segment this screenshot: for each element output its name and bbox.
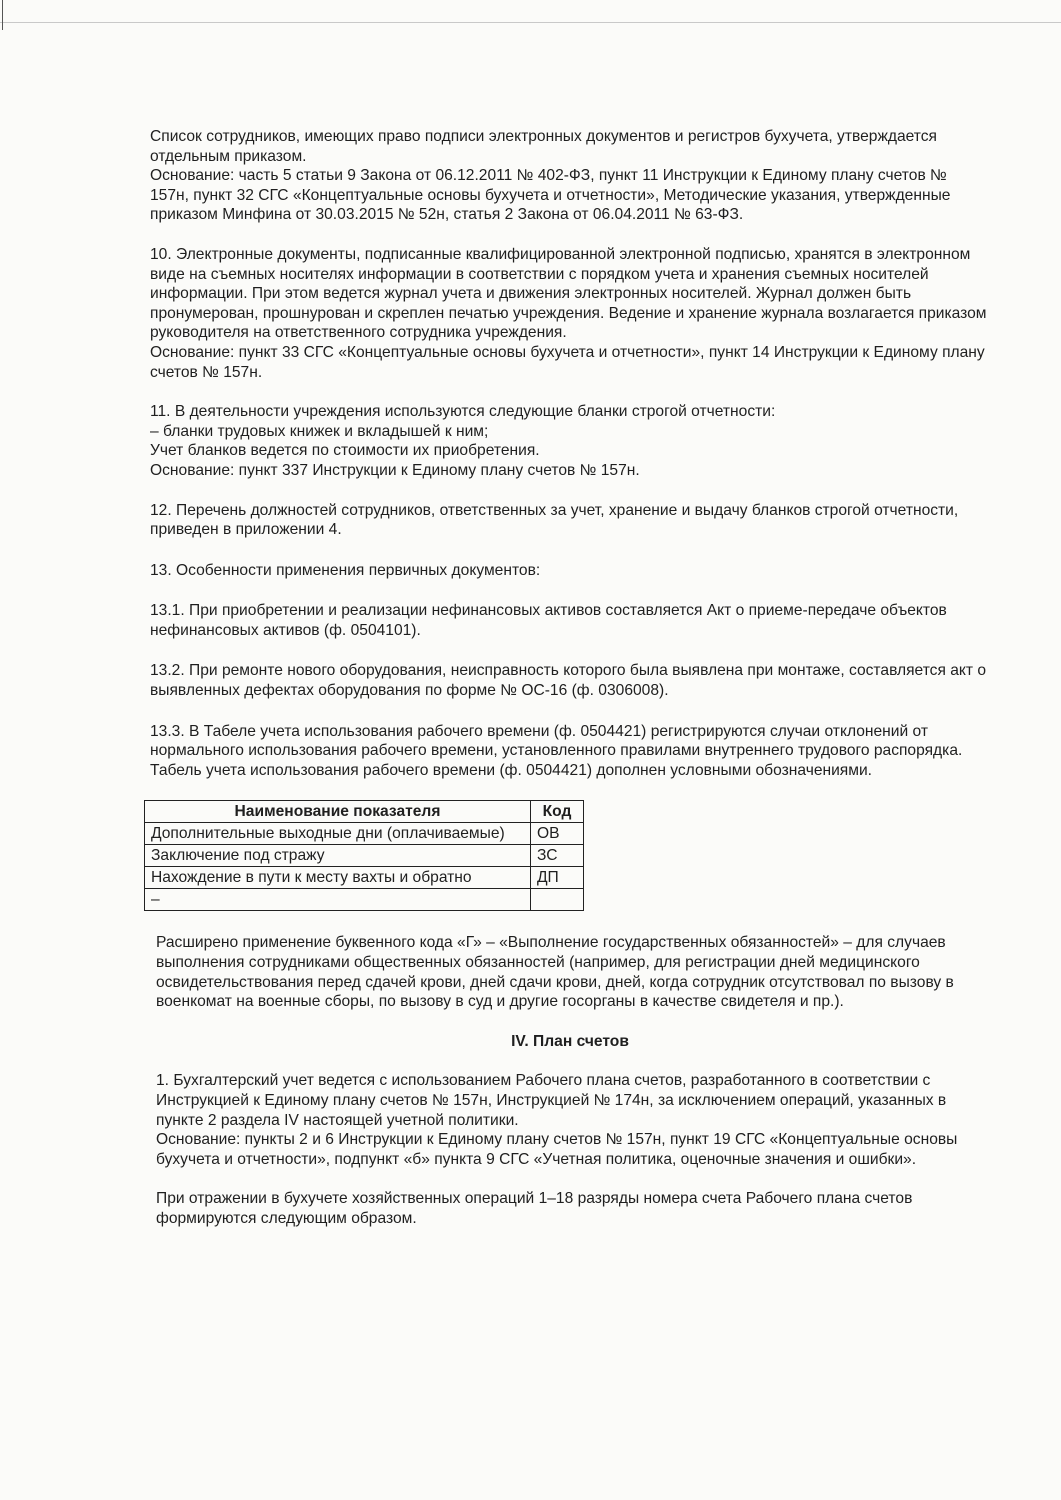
table-row — [145, 845, 584, 867]
item-13-2-text: 13.2. При ремонте нового оборудования, неисправность которого была выявлена при монтаже, составляется акт о выявленных дефектах оборудования по форме № ОС-16 (ф. 0306008). — [150, 662, 987, 700]
item-11-note: Учет бланков ведется по стоимости их приобретения. — [150, 442, 540, 460]
item-13-text: 13. Особенности применения первичных документов: — [150, 561, 541, 579]
item-10-text: 10. Электронные документы, подписанные квалифицированной электронной подписью, хранятся в электронном виде на съемных носителях информации в соответствии с порядком учета и хранения съемных носителей информации. При этом ведется журнал учета и движения электронных носителей. Журнал должен быть пронумерован, прошнурован и скреплен печатью учреждения. Ведение и хранение журнала возлагается приказом руководителя на ответственного сотрудника учреждения. — [150, 245, 987, 342]
item-11-list: – бланки трудовых книжек и вкладышей к ним; — [150, 422, 489, 440]
item-11-basis: Основание: пункт 337 Инструкции к Единому плану счетов № 157н. — [150, 461, 640, 479]
section-title: IV. План счетов — [511, 1032, 629, 1050]
signers-basis: Основание: часть 5 статьи 9 Закона от 06.12.2011 № 402-ФЗ, пункт 11 Инструкции к Единому плану счетов № 157н, пункт 32 СГС «Концептуальные основы бухучета и отчетности», Методические указания, утвержденные приказом Минфина от 30.03.2015 № 52н, статья 2 Закона от 06.04.2011 № 63-ФЗ. — [150, 167, 951, 224]
table-header-row — [145, 801, 584, 823]
table-row — [145, 867, 584, 889]
item-13-3-note: Табель учета использования рабочего времени (ф. 0504421) дополнен условными обозначениями. — [150, 761, 873, 779]
table-row — [145, 889, 584, 911]
letter-code-g-paragraph: Расширено применение буквенного кода «Г» – «Выполнение государственных обязанностей» – для случаев выполнения сотрудниками общественных обязанностей (например, для регистрации дней медицинского освидетельствования перед сдачей крови, дней сдачи крови, дней, когда сотрудник отсутствовал по вызову в военкомат на военные сборы, по вызову в суд и другие госорганы в качестве свидетеля и пр.). — [156, 934, 954, 1011]
item-10-basis: Основание: пункт 33 СГС «Концептуальные основы бухучета и отчетности», пункт 14 Инструкции к Единому плану счетов № 157н. — [150, 343, 985, 381]
item-13-3-text: 13.3. В Табеле учета использования рабочего времени (ф. 0504421) регистрируются случаи отклонений от нормального использования рабочего времени, установленного правилами внутреннего трудового распорядка. — [150, 722, 963, 760]
table-cell-code — [531, 889, 584, 911]
section-item-1-text: 1. Бухгалтерский учет ведется с использованием Рабочего плана счетов, разработанного в соответствии с Инструкцией к Единому плану счетов № 157н, Инструкцией № 174н, за исключением операций, указанных в пункте 2 раздела IV настоящей учетной политики. — [156, 1072, 947, 1129]
table-row — [145, 823, 584, 845]
item-13-1-text: 13.1. При приобретении и реализации нефинансовых активов составляется Акт о приеме-передаче объектов нефинансовых активов (ф. 0504101). — [150, 602, 947, 639]
table-cell-name: Заключение под стражу — [145, 845, 531, 867]
item-11-text: 11. В деятельности учреждения используются следующие бланки строгой отчетности: — [150, 403, 776, 421]
table-cell-name: – — [145, 889, 531, 911]
table-cell-code: ЗС — [531, 845, 584, 867]
signers-paragraph: Список сотрудников, имеющих право подписи электронных документов и регистров бухучета, утверждается отдельным приказом. — [150, 128, 938, 165]
table-header-code: Код — [531, 801, 584, 823]
section-item-1-basis: Основание: пункты 2 и 6 Инструкции к Единому плану счетов № 157н, пункт 19 СГС «Концептуальные основы бухучета и отчетности», подпункт «б» пункта 9 СГС «Учетная политика, оценочные значения и ошибки». — [156, 1131, 958, 1168]
document-page — [150, 127, 990, 1229]
scan-left-edge — [2, 0, 3, 30]
table-cell-name: Нахождение в пути к месту вахты и обратно — [145, 867, 531, 889]
table-cell-code: ОВ — [531, 823, 584, 845]
timesheet-codes-table — [144, 800, 584, 911]
table-header-name: Наименование показателя — [145, 801, 531, 823]
section-closing-paragraph: При отражении в бухучете хозяйственных операций 1–18 разряды номера счета Рабочего плана счетов формируются следующим образом. — [156, 1190, 913, 1227]
table-cell-name: Дополнительные выходные дни (оплачиваемые) — [145, 823, 531, 845]
scan-top-edge — [0, 22, 1061, 23]
table-cell-code: ДП — [531, 867, 584, 889]
item-12-text: 12. Перечень должностей сотрудников, ответственных за учет, хранение и выдачу бланков строгой отчетности, приведен в приложении 4. — [150, 501, 959, 539]
